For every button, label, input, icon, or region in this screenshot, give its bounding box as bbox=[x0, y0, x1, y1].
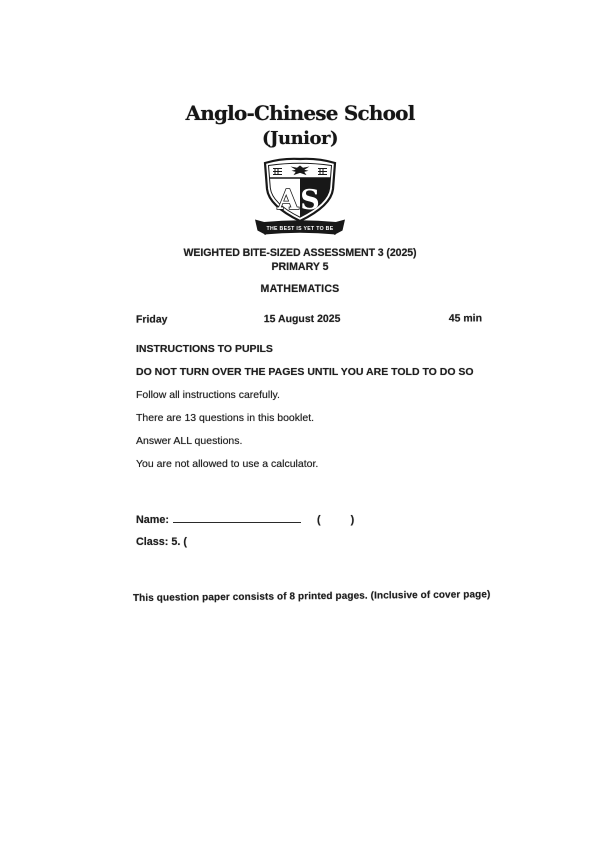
instructions-list bbox=[136, 390, 318, 482]
register-number-bracket-close: ) bbox=[350, 514, 355, 526]
name-blank-line bbox=[173, 512, 301, 523]
name-field-row bbox=[136, 512, 354, 526]
exam-date: 15 August 2025 bbox=[263, 312, 341, 326]
crest-monogram-s: S bbox=[300, 185, 320, 216]
exam-day: Friday bbox=[135, 313, 168, 326]
assessment-title: WEIGHTED BITE-SIZED ASSESSMENT 3 (2025) bbox=[183, 247, 417, 259]
exam-duration: 45 min bbox=[448, 312, 483, 325]
school-crest-icon bbox=[252, 156, 348, 240]
assessment-level: PRIMARY 5 bbox=[271, 261, 329, 273]
name-label: Name: bbox=[136, 514, 170, 526]
instructions-warning: DO NOT TURN OVER THE PAGES UNTIL YOU ARE TOLD TO DO SO bbox=[136, 366, 474, 378]
instruction-item: Answer ALL questions. bbox=[136, 435, 243, 447]
page-count-note: This question paper consists of 8 printed pages. (Inclusive of cover page) bbox=[132, 589, 491, 604]
instructions-heading: INSTRUCTIONS TO PUPILS bbox=[136, 343, 273, 355]
crest-banner bbox=[255, 220, 345, 236]
instruction-item: There are 13 questions in this booklet. bbox=[136, 412, 315, 424]
school-branch: (Junior) bbox=[261, 128, 339, 149]
crest-motto: THE BEST IS YET TO BE bbox=[266, 225, 334, 232]
instruction-item: Follow all instructions carefully. bbox=[136, 389, 280, 401]
register-number-bracket-open: ( bbox=[317, 514, 321, 526]
assessment-subject: MATHEMATICS bbox=[260, 283, 340, 295]
exam-info-row bbox=[136, 312, 482, 325]
school-name: Anglo-Chinese School bbox=[185, 101, 415, 125]
class-field-row: Class: 5. ( bbox=[136, 536, 188, 548]
crest-monogram-a: A bbox=[277, 185, 299, 216]
instruction-item: You are not allowed to use a calculator. bbox=[136, 458, 319, 470]
